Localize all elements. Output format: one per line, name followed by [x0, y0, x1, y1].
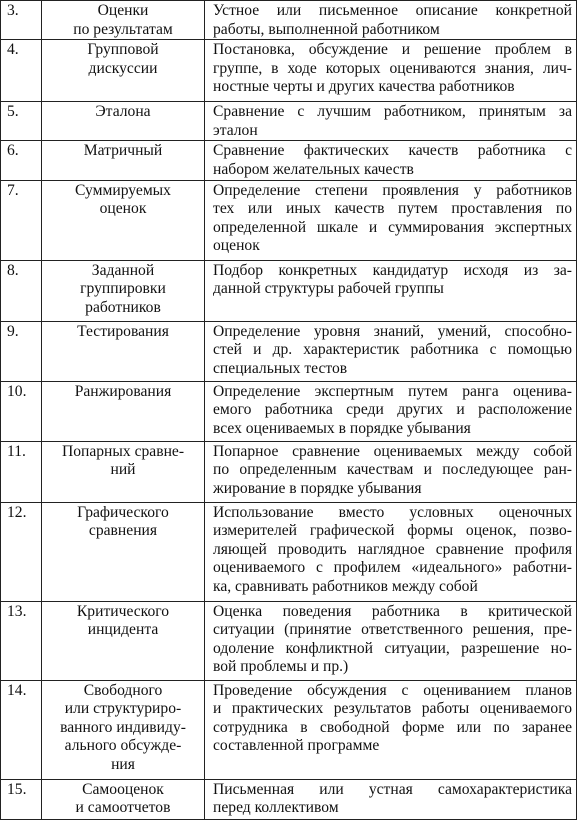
method-name-line: Заданной	[91, 261, 155, 279]
method-name	[42, 601, 205, 680]
table-row	[1, 180, 577, 260]
row-number: 10.	[1, 381, 42, 441]
description-line: Определение уровня знаний, умений, способно-	[213, 322, 572, 340]
method-name-line: Оценки	[97, 2, 149, 19]
method-description	[205, 1, 577, 40]
description-line: стей и др. характеристик работника с помощью	[213, 341, 572, 359]
method-name-line: Критического	[76, 602, 170, 620]
table-row	[1, 102, 577, 141]
method-name-line: группировки	[80, 280, 166, 298]
description-line: перед коллективом	[213, 799, 339, 817]
method-description	[205, 601, 577, 680]
description-line: ка, сравнивать работников между собой	[213, 577, 478, 595]
description-line: оцениваемого с профилем «идеального» работни-	[213, 559, 572, 577]
row-number: 5.	[1, 102, 42, 141]
method-description	[205, 260, 577, 321]
table-row	[1, 680, 577, 779]
row-number: 4.	[1, 40, 42, 102]
description-line: Оценка поведения работника в критической	[213, 602, 572, 620]
row-number: 3.	[1, 1, 42, 40]
method-name-line: оценок	[99, 200, 147, 218]
method-name-line: Ранжирования	[74, 382, 172, 400]
description-line: одоление конфликтной ситуации, разрешение но-	[213, 639, 572, 657]
method-name	[42, 502, 205, 601]
description-line: Подбор конкретных кандидатур исходя из за-	[213, 261, 572, 279]
method-name-line: Самооценок	[82, 780, 164, 798]
method-name-line: Групповой	[87, 41, 159, 59]
description-line: составленной программе	[213, 737, 380, 755]
row-number: 15.	[1, 779, 42, 819]
table-body	[1, 1, 577, 820]
row-number: 9.	[1, 321, 42, 381]
description-line: Постановка, обсуждение и решение проблем в	[213, 41, 572, 59]
description-line: Письменная или устная самохарактеристика	[213, 780, 572, 798]
method-name	[42, 381, 205, 441]
description-line: всех оцениваемых в порядке убывания	[213, 419, 471, 437]
method-name-line: или структуриро-	[64, 700, 182, 718]
description-line: сотрудника в свободной форме или по заранее	[213, 718, 572, 736]
description-line: по определенным качествам и последующее ран-	[213, 461, 572, 479]
method-name	[42, 180, 205, 260]
description-line: специальных тестов	[213, 359, 348, 377]
row-number: 7.	[1, 180, 42, 260]
row-number: 11.	[1, 441, 42, 502]
method-name-line: работников	[85, 298, 161, 316]
method-name-line: ального обсужде-	[64, 737, 182, 755]
method-name-line: Попарных сравне-	[61, 442, 185, 460]
description-line: Проведение обсуждения с оцениванием планов	[213, 681, 572, 699]
table-row	[1, 502, 577, 601]
method-name	[42, 779, 205, 819]
method-name-line: ний	[110, 461, 136, 479]
method-name-line: Суммируемых	[75, 181, 171, 199]
description-line: Использование вместо условных оценочных	[213, 503, 572, 521]
description-line: ляющей проводить наглядное сравнение профиля	[213, 540, 572, 558]
row-number: 13.	[1, 601, 42, 680]
method-name	[42, 441, 205, 502]
description-line: Попарное сравнение оцениваемых между собой	[213, 442, 572, 460]
method-name-line: Свободного	[83, 681, 163, 699]
description-line: Определение степени проявления у работников	[213, 181, 572, 199]
method-description	[205, 502, 577, 601]
description-line: работы, выполненной работником	[213, 20, 440, 38]
method-name	[42, 102, 205, 141]
table-row	[1, 441, 577, 502]
method-description	[205, 680, 577, 779]
method-name	[42, 680, 205, 779]
method-description	[205, 321, 577, 381]
row-number: 8.	[1, 260, 42, 321]
method-name-line: сравнения	[88, 522, 158, 540]
method-description	[205, 381, 577, 441]
method-name-line: инцидента	[87, 621, 159, 639]
description-line: набором желательных качеств	[213, 160, 414, 178]
method-description	[205, 441, 577, 502]
description-line: Сравнение фактических качеств работника с	[213, 142, 572, 160]
method-description	[205, 102, 577, 141]
description-line: группе, в ходе которых оцениваются знания, лич-	[213, 59, 572, 77]
table-row	[1, 779, 577, 819]
method-name-line: Тестирования	[77, 322, 169, 340]
description-line: и практических результатов работы оцениваемого	[213, 700, 572, 718]
method-name	[42, 40, 205, 102]
method-name-line: дискуссии	[88, 59, 158, 77]
table-row	[1, 40, 577, 102]
method-description	[205, 180, 577, 260]
method-name-line: ванного индивиду-	[60, 718, 186, 736]
description-line: оценок	[213, 237, 260, 255]
method-name-line: Матричный	[83, 142, 163, 160]
method-name-line: Графического	[77, 503, 169, 521]
description-line: определенной шкале и суммирования экспертных	[213, 218, 572, 236]
table-row	[1, 601, 577, 680]
row-number: 12.	[1, 502, 42, 601]
table-row	[1, 260, 577, 321]
method-name	[42, 141, 205, 180]
description-line: ностные черты и других качества работников	[213, 78, 515, 96]
description-line: тех или иных качеств путем проставления по	[213, 200, 572, 218]
description-line: измерителей графической формы оценок, позво-	[213, 522, 572, 540]
description-line: емого работника среди других и расположение	[213, 401, 572, 419]
description-line: Определение экспертным путем ранга оценива-	[213, 382, 572, 400]
description-line: эталон	[213, 121, 258, 139]
description-line: вой проблемы и пр.)	[213, 658, 349, 676]
description-line: жирование в порядке убывания	[213, 479, 422, 497]
table-row	[1, 321, 577, 381]
method-name-line: ния	[111, 755, 135, 773]
method-name-line: по результатам	[73, 20, 173, 38]
method-description	[205, 141, 577, 180]
method-description	[205, 40, 577, 102]
description-line: Устное или письменное описание конкретной	[213, 2, 572, 19]
method-description	[205, 779, 577, 819]
method-name	[42, 1, 205, 40]
description-line: ситуации (принятие ответственного решения, пре-	[213, 621, 572, 639]
row-number: 14.	[1, 680, 42, 779]
table-row	[1, 381, 577, 441]
table-row	[1, 1, 577, 40]
method-name	[42, 260, 205, 321]
row-number: 6.	[1, 141, 42, 180]
method-name	[42, 321, 205, 381]
table-row	[1, 141, 577, 180]
description-line: данной структуры рабочей группы	[213, 280, 444, 298]
method-name-line: Эталона	[95, 103, 151, 121]
description-line: Сравнение с лучшим работником, принятым за	[213, 103, 572, 121]
method-name-line: и самоотчетов	[75, 799, 171, 817]
